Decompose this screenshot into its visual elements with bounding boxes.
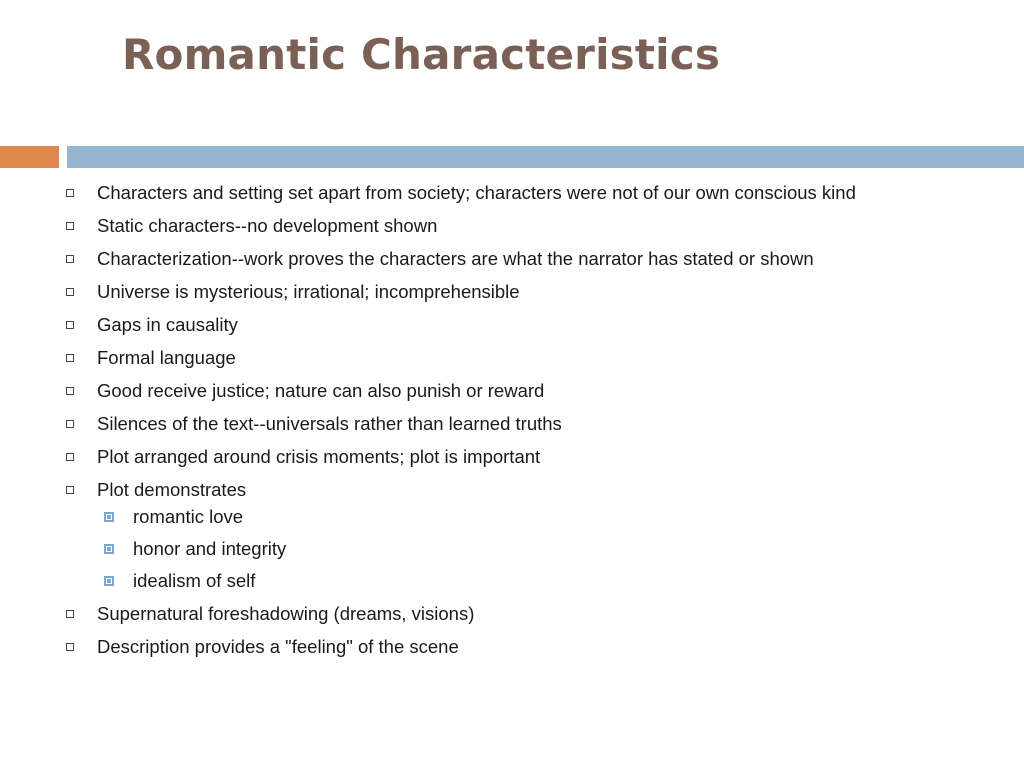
sub-bullet-list xyxy=(97,506,962,592)
square-bullet-icon xyxy=(66,453,74,461)
bullet-list xyxy=(62,182,962,669)
bullet-item xyxy=(62,314,962,336)
sub-bullet-item xyxy=(97,506,962,528)
square-bullet-icon xyxy=(66,420,74,428)
bullet-text: Gaps in causality xyxy=(97,314,238,335)
bullet-text: Universe is mysterious; irrational; incomprehensible xyxy=(97,281,520,302)
bullet-text: Good receive justice; nature can also punish or reward xyxy=(97,380,545,401)
square-bullet-icon xyxy=(66,222,74,230)
square-bullet-icon xyxy=(66,610,74,618)
square-bullet-icon xyxy=(66,189,74,197)
bullet-item xyxy=(62,446,962,468)
square-bullet-icon xyxy=(66,255,74,263)
bullet-text: Formal language xyxy=(97,347,236,368)
square-bullet-icon xyxy=(66,354,74,362)
square-bullet-icon xyxy=(66,643,74,651)
bullet-text: Plot arranged around crisis moments; plot is important xyxy=(97,446,541,467)
bullet-item xyxy=(62,347,962,369)
bullet-item xyxy=(62,248,962,270)
sub-bullet-text: idealism of self xyxy=(133,570,256,591)
sub-bullet-text: romantic love xyxy=(133,506,244,527)
filled-square-bullet-icon xyxy=(104,576,114,586)
bullet-text: Characters and setting set apart from society; characters were not of our own conscious kind xyxy=(97,182,856,203)
accent-bar-blue xyxy=(67,146,1024,168)
bullet-item xyxy=(62,215,962,237)
bullet-text: Supernatural foreshadowing (dreams, visions) xyxy=(97,603,475,624)
accent-bar-orange xyxy=(0,146,59,168)
bullet-text: Silences of the text--universals rather than learned truths xyxy=(97,413,562,434)
bullet-text: Static characters--no development shown xyxy=(97,215,438,236)
square-bullet-icon xyxy=(66,486,74,494)
square-bullet-icon xyxy=(66,288,74,296)
bullet-item xyxy=(62,281,962,303)
sub-bullet-item xyxy=(97,570,962,592)
filled-square-bullet-icon xyxy=(104,512,114,522)
square-bullet-icon xyxy=(66,387,74,395)
bullet-item xyxy=(62,380,962,402)
bullet-item xyxy=(62,636,962,658)
square-bullet-icon xyxy=(66,321,74,329)
bullet-item xyxy=(62,479,962,592)
bullet-text: Description provides a "feeling" of the scene xyxy=(97,636,459,657)
bullet-text: Characterization--work proves the characters are what the narrator has stated or shown xyxy=(97,248,814,269)
bullet-item xyxy=(62,413,962,435)
slide-title: Romantic Characteristics xyxy=(122,30,721,79)
sub-bullet-text: honor and integrity xyxy=(133,538,287,559)
filled-square-bullet-icon xyxy=(104,544,114,554)
bullet-item xyxy=(62,182,962,204)
bullet-text: Plot demonstrates xyxy=(97,479,247,500)
sub-bullet-item xyxy=(97,538,962,560)
bullet-item xyxy=(62,603,962,625)
